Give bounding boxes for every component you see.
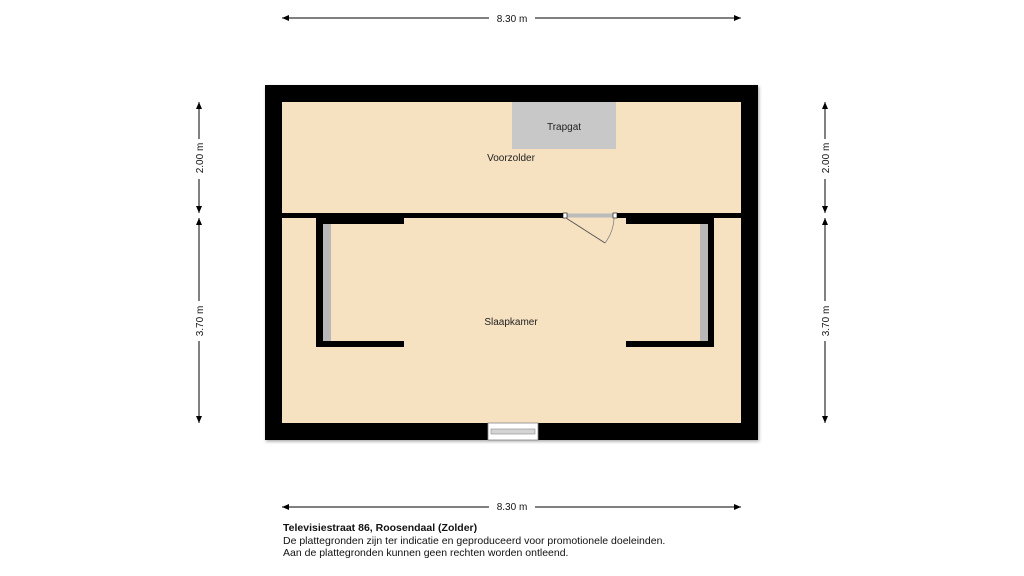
dimension-label-bottom: 8.30 m — [496, 502, 528, 513]
interior-wall-left — [282, 213, 563, 218]
dimension-label-right-lower: 3.70 m — [821, 305, 832, 337]
plan-caption — [283, 522, 843, 559]
room-label-trapgat: Trapgat — [546, 122, 582, 133]
window-glass — [491, 429, 535, 434]
dimension-label-left-lower: 3.70 m — [195, 305, 206, 337]
plan-title: Televisiestraat 86, Roosendaal (Zolder) — [283, 522, 478, 534]
interior-wall-right — [617, 213, 741, 218]
dimension-label-top: 8.30 m — [496, 14, 528, 25]
room-label-voorzolder: Voorzolder — [487, 153, 535, 164]
disclaimer-line-2: Aan de plattegronden kunnen geen rechten worden ontleend. — [283, 547, 569, 559]
disclaimer-line-1: De plattegronden zijn ter indicatie en geproduceerd voor promotionele doeleinden. — [283, 535, 666, 547]
dimension-label-right-upper: 2.00 m — [821, 142, 832, 174]
room-label-slaapkamer: Slaapkamer — [484, 317, 538, 328]
dimension-label-left-upper: 2.00 m — [195, 142, 206, 174]
door-jamb-right — [613, 213, 617, 218]
door-jamb-left — [563, 213, 567, 218]
